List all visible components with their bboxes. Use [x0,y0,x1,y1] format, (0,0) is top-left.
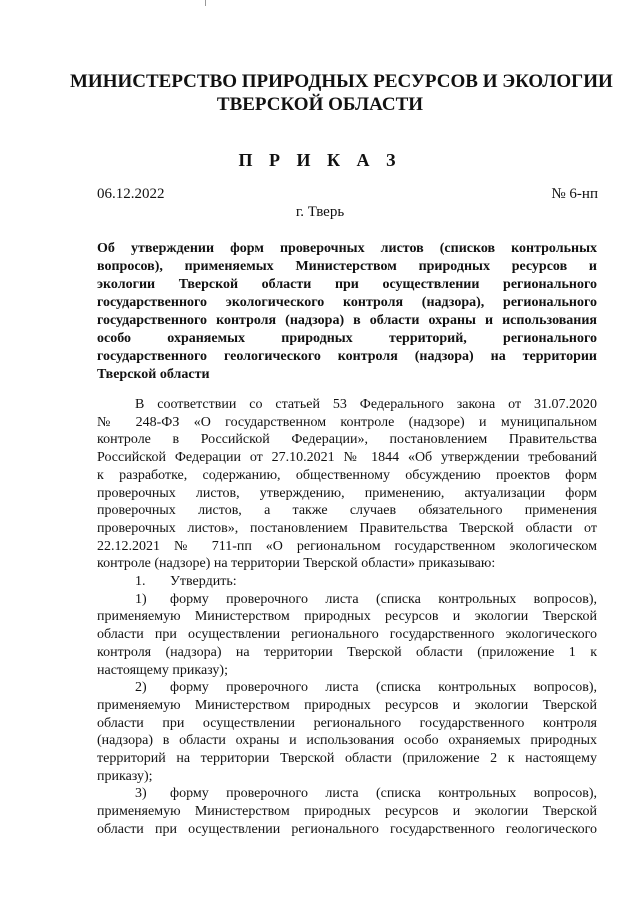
subitem-number: 3) [135,786,147,802]
preamble-line: проверочных листов», постановлением Правительства Тверской области от [97,520,597,536]
title-line: вопросов), применяемых Министерством природных ресурсов и [97,259,597,274]
preamble-line: Российской Федерации от 27.10.2021 № 1844 «Об утверждении требований [97,450,597,466]
item-1 [97,573,597,591]
subitem-line: применяемую Министерством природных ресурсов и экологии Тверской [97,609,597,625]
title-line: экологии Тверской области при осуществлении регионального [97,277,597,292]
subitem-line: применяемую Министерством природных ресурсов и экологии Тверской [97,804,597,820]
ministry-line: ТВЕРСКОЙ ОБЛАСТИ [216,94,424,115]
subitem-line: (надзора) в области охраны и использования особо охраняемых природных [97,733,597,749]
document-number: № 6-нп [551,186,598,202]
title-line: государственного экологического контроля (надзора), регионального [97,295,597,310]
ministry-name [70,70,613,116]
document-body [97,396,597,839]
ministry-line: МИНИСТЕРСТВО ПРИРОДНЫХ РЕСУРСОВ И ЭКОЛОГИИ [70,71,613,92]
preamble-line: к разработке, содержанию, общественному обсуждению проектов форм [97,467,597,483]
title-line: Об утверждении форм проверочных листов (списков контрольных [97,241,597,256]
title-line: государственного контроля (надзора) в области охраны и использования [97,313,597,328]
subitem-text: форму проверочного листа (списка контрольных вопросов), [170,680,597,696]
subitem-line: контроля (надзора) на территории Тверской области (приложение 1 к [97,644,597,660]
preamble-line: контроле в Российской Федерации», постановлением Правительства [97,432,597,448]
scan-mark [205,0,206,6]
item-number: 1. [135,574,146,590]
subitem-3-first-line [97,785,597,803]
title-line: особо охраняемых природных территорий, регионального [97,331,597,346]
document-title [97,240,597,384]
subitem-line: области при осуществлении регионального государственного контроля [97,715,597,731]
subitem-line: приказу); [97,768,153,784]
preamble-line: 22.12.2021 № 711-пп «О региональном государственном экологическом [97,538,597,554]
subitem-line: области при осуществлении регионального государственного экологического [97,627,597,643]
subitem-line: территорий на территории Тверской области (приложение 2 к настоящему [97,751,597,767]
subitem-number: 1) [135,591,147,607]
subitem-text: форму проверочного листа (списка контрольных вопросов), [170,786,597,802]
preamble-line: В соответствии со статьей 53 Федерального закона от 31.07.2020 [135,397,597,412]
subitem-line: настоящему приказу); [97,662,228,678]
subitem-text: форму проверочного листа (списка контрольных вопросов), [170,591,597,607]
document-type: П Р И К А З [238,150,402,170]
preamble-line: проверочных листов, а также случаев обязательного применения [97,503,597,519]
preamble-line: контроле (надзоре) на территории Тверской области» приказываю: [97,556,496,572]
subitem-1-first-line [97,591,597,609]
title-line: государственного геологического контроля (надзора) на территории [97,349,597,364]
document-date: 06.12.2022 [97,186,165,202]
subitem-line: применяемую Министерством природных ресурсов и экологии Тверской [97,697,597,713]
subitem-number: 2) [135,680,147,696]
subitem-2-first-line [97,679,597,697]
subitem-line: области при осуществлении регионального государственного геологического [97,821,597,837]
preamble-line: проверочных листов, утверждению, применению, актуализации форм [97,485,597,501]
preamble-line: № 248-ФЗ «О государственном контроле (надзоре) и муниципальном [97,414,597,430]
item-text: Утвердить: [170,574,237,590]
document-city: г. Тверь [295,204,345,220]
title-line: Тверской области [97,367,210,382]
